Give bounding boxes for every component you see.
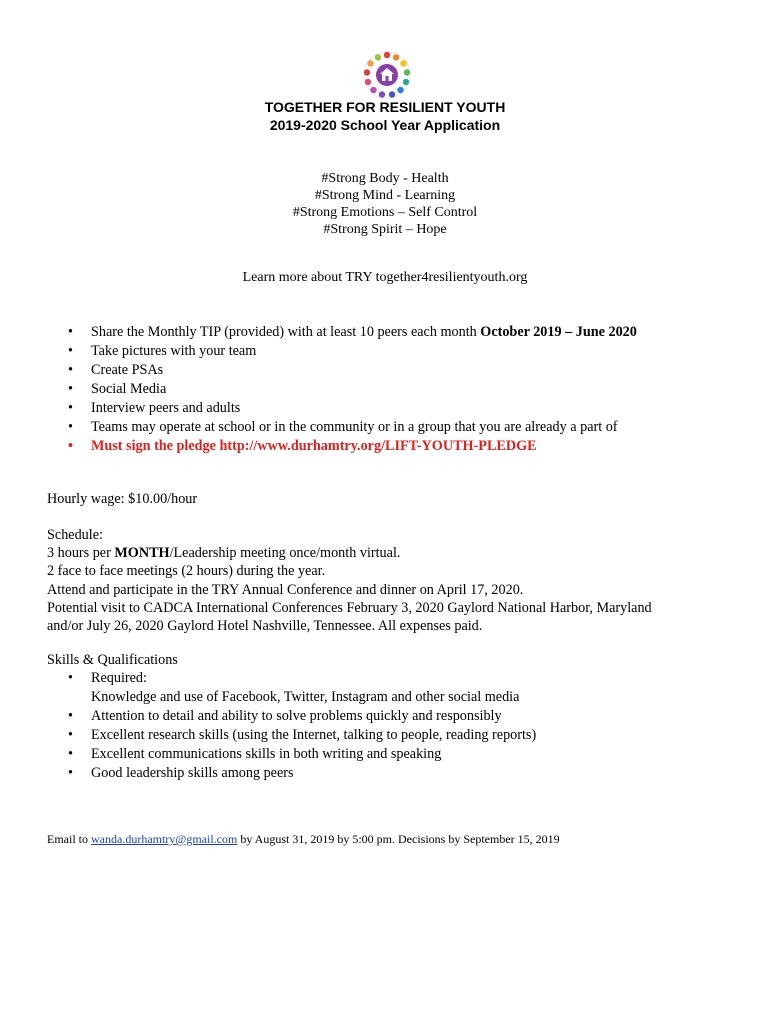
task-item: • Interview peers and adults	[68, 400, 241, 416]
skill-item: • Attention to detail and ability to solve problems quickly and responsibly	[68, 708, 502, 724]
program-title: TOGETHER FOR RESILIENT YOUTH	[264, 99, 506, 115]
task-item: • Social Media	[68, 381, 167, 397]
schedule-line: and/or July 26, 2020 Gaylord Hotel Nashville, Tennessee. All expenses paid.	[47, 617, 483, 634]
skill-item: • Good leadership skills among peers	[68, 765, 294, 781]
skills-heading: Skills & Qualifications	[47, 652, 178, 668]
schedule-line: Attend and participate in the TRY Annual Conference and dinner on April 17, 2020.	[47, 581, 524, 598]
bullet-icon: •	[68, 438, 73, 454]
tasks-list	[0, 323, 637, 456]
task-item: • Create PSAs	[68, 362, 164, 378]
skill-item: • Excellent research skills (using the Internet, talking to people, reading reports)	[68, 727, 537, 743]
bullet-icon: •	[68, 727, 73, 743]
skill-item-required	[0, 669, 536, 707]
bullet-icon: •	[68, 343, 73, 359]
task-item: • Share the Monthly TIP (provided) with at least 10 peers each month October 2019 – June 2020	[68, 324, 637, 340]
pillars-list	[0, 170, 770, 238]
bullet-icon: •	[68, 746, 73, 762]
pledge-requirement: • Must sign the pledge http://www.durhamtry.org/LIFT-YOUTH-PLEDGE	[68, 438, 537, 454]
pillar-item: #Strong Emotions – Self Control	[292, 205, 478, 220]
pillar-item: #Strong Body - Health	[321, 171, 449, 186]
required-detail: Knowledge and use of Facebook, Twitter, Instagram and other social media	[91, 689, 520, 705]
task-item: • Take pictures with your team	[68, 343, 257, 359]
bullet-icon: •	[68, 400, 73, 416]
try-logo	[362, 50, 412, 100]
skill-item: • Excellent communications skills in both writing and speaking	[68, 746, 442, 762]
schedule-heading: Schedule:	[47, 527, 103, 543]
hourly-wage: Hourly wage: $10.00/hour	[47, 491, 198, 507]
bullet-icon: •	[68, 324, 73, 340]
bullet-icon: •	[68, 670, 73, 686]
task-item: • Teams may operate at school or in the community or in a group that you are already a part of	[68, 419, 618, 435]
schedule-line: 2 face to face meetings (2 hours) during the year.	[47, 563, 326, 580]
schedule-line: 3 hours per MONTH/Leadership meeting once/month virtual.	[47, 545, 401, 562]
application-year: 2019-2020 School Year Application	[269, 117, 501, 133]
email-instructions: Email to wanda.durhamtry@gmail.com by August 31, 2019 by 5:00 pm. Decisions by September 15, 2019	[47, 832, 560, 846]
bullet-icon: •	[68, 362, 73, 378]
skills-list	[0, 669, 536, 783]
learn-more-text: Learn more about TRY together4resilientyouth.org	[242, 270, 528, 285]
schedule-line: Potential visit to CADCA International Conferences February 3, 2020 Gaylord National Harbor, Maryland	[47, 599, 652, 616]
schedule-section	[47, 526, 652, 635]
bullet-icon: •	[68, 765, 73, 781]
bullet-icon: •	[68, 708, 73, 724]
pillar-item: #Strong Spirit – Hope	[323, 222, 447, 237]
bullet-icon: •	[68, 381, 73, 397]
document-title	[0, 98, 770, 134]
pillar-item: #Strong Mind - Learning	[314, 188, 456, 203]
email-link[interactable]: wanda.durhamtry@gmail.com	[91, 832, 238, 846]
required-label: Required:	[91, 670, 147, 686]
bullet-icon: •	[68, 419, 73, 435]
